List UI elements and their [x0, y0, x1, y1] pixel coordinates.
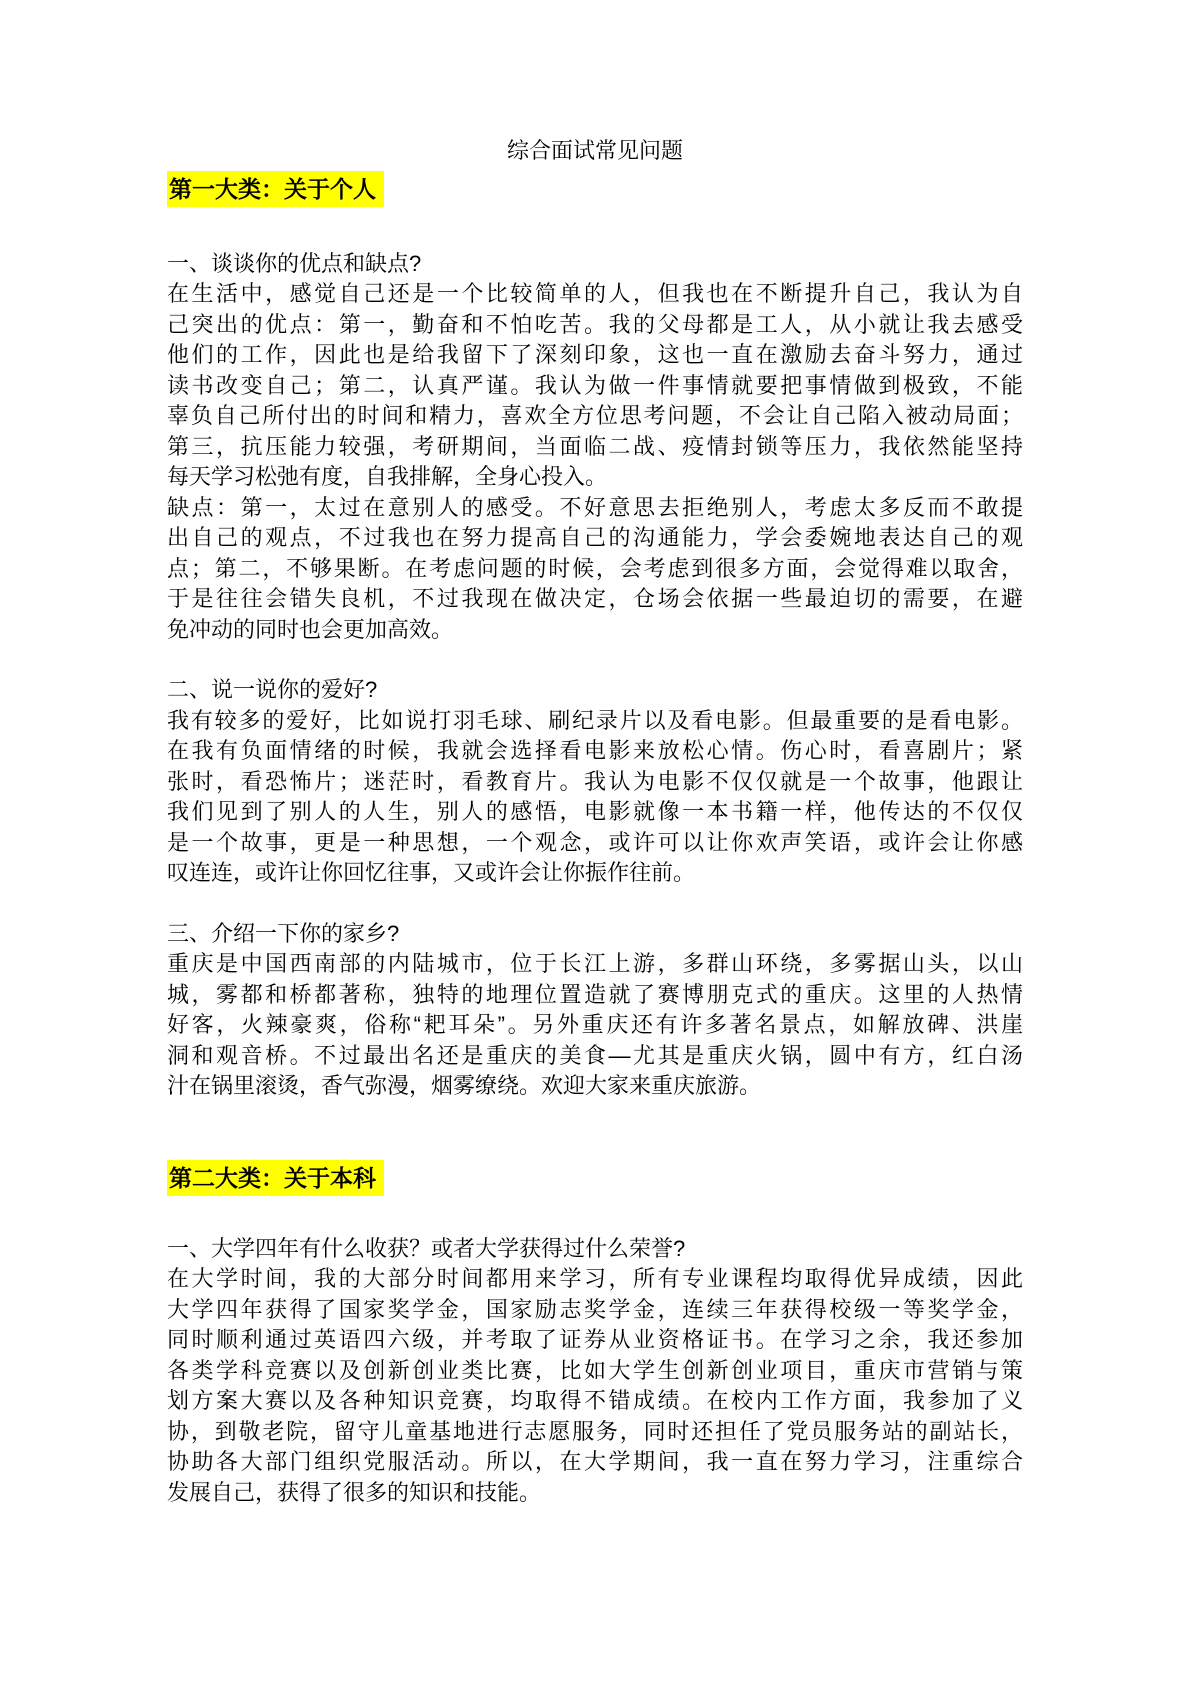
answer-line: 城，雾都和桥都著称，独特的地理位置造就了赛博朋克式的重庆。这里的人热情 [167, 981, 1023, 1007]
answer-line: 叹连连，或许让你回忆往事，又或许会让你振作往前。 [167, 860, 696, 885]
answer-line: 缺点：第一，太过在意别人的感受。不好意思去拒绝别人，考虑太多反而不敢提 [167, 494, 1023, 520]
section-1-heading-highlight: 第一大类：关于个人 [167, 171, 384, 207]
question-block-3 [167, 919, 1023, 1102]
answer-line: 第三，抗压能力较强，考研期间，当面临二战、疫情封锁等压力，我依然能坚持 [167, 433, 1023, 459]
answer-line: 他们的工作，因此也是给我留下了深刻印象，这也一直在激励去奋斗努力，通过 [167, 342, 1023, 367]
answer-line: 每天学习松弛有度，自我排解，全身心投入。 [167, 464, 608, 489]
answer-line: 洞和观音桥。不过最出名还是重庆的美食—尤其是重庆火锅，圆中有方，红白汤 [167, 1042, 1023, 1068]
answer-line: 是一个故事，更是一种思想，一个观念，或许可以让你欢声笑语，或许会让你感 [167, 829, 1023, 855]
question-block-2 [167, 675, 1023, 889]
section-2-heading-highlight: 第二大类：关于本科 [167, 1160, 384, 1196]
answer-line: 于是往往会错失良机，不过我现在做决定，仓场会依据一些最迫切的需要，在避 [167, 586, 1023, 611]
answer-line: 在大学时间，我的大部分时间都用来学习，所有专业课程均取得优异成绩，因此 [167, 1266, 1023, 1291]
document-title: 综合面试常见问题 [506, 138, 683, 163]
answer-line: 己突出的优点：第一，勤奋和不怕吃苦。我的父母都是工人，从小就让我去感受 [167, 311, 1023, 337]
answer-line: 免冲动的同时也会更加高效。 [167, 616, 454, 642]
answer-line: 出自己的观点，不过我也在努力提高自己的沟通能力，学会委婉地表达自己的观 [167, 525, 1023, 550]
answer-line: 划方案大赛以及各种知识竞赛，均取得不错成绩。在校内工作方面，我参加了义 [167, 1388, 1023, 1413]
question-4-heading: 一、大学四年有什么收获？或者大学获得过什么荣誉? [167, 1235, 686, 1261]
answer-line: 好客，火辣豪爽，俗称“耙耳朵”。另外重庆还有许多著名景点，如解放碑、洪崖 [167, 1012, 1023, 1037]
section-2-heading-row [167, 1160, 1023, 1196]
question-1-heading: 一、谈谈你的优点和缺点? [167, 250, 422, 276]
answer-line: 重庆是中国西南部的内陆城市，位于长江上游，多群山环绕，多雾据山头，以山 [167, 951, 1023, 976]
answer-line: 协，到敬老院，留守儿童基地进行志愿服务，同时还担任了党员服务站的副站长， [167, 1418, 1023, 1444]
document-content [167, 136, 1023, 1508]
answer-line: 大学四年获得了国家奖学金，国家励志奖学金，连续三年获得校级一等奖学金， [167, 1296, 1023, 1322]
answer-line: 辜负自己所付出的时间和精力，喜欢全方位思考问题，不会让自己陷入被动局面； [167, 403, 1023, 428]
answer-line: 我有较多的爱好，比如说打羽毛球、刷纪录片以及看电影。但最重要的是看电影。 [167, 707, 1023, 733]
answer-line: 协助各大部门组织党服活动。所以，在大学期间，我一直在努力学习，注重综合 [167, 1449, 1023, 1474]
question-2-heading: 二、说一说你的爱好? [167, 677, 378, 702]
answer-line: 点；第二，不够果断。在考虑问题的时候，会考虑到很多方面，会觉得难以取舍， [167, 555, 1023, 581]
answer-line: 读书改变自己；第二，认真严谨。我认为做一件事情就要把事情做到极致，不能 [167, 372, 1023, 398]
question-block-4 [167, 1234, 1023, 1509]
answer-line: 张时，看恐怖片；迷茫时，看教育片。我认为电影不仅仅就是一个故事，他跟让 [167, 768, 1023, 794]
section-1-heading-row [167, 171, 1023, 207]
answer-line: 在我有负面情绪的时候，我就会选择看电影来放松心情。伤心时，看喜剧片；紧 [167, 738, 1023, 763]
question-block-1 [167, 249, 1023, 646]
answer-line: 在生活中，感觉自己还是一个比较简单的人，但我也在不断提升自己，我认为自 [167, 281, 1023, 306]
answer-line: 同时顺利通过英语四六级，并考取了证券从业资格证书。在学习之余，我还参加 [167, 1327, 1023, 1352]
answer-line: 发展自己，获得了很多的知识和技能。 [167, 1479, 542, 1505]
answer-line: 我们见到了别人的人生，别人的感悟，电影就像一本书籍一样，他传达的不仅仅 [167, 799, 1023, 824]
question-3-heading: 三、介绍一下你的家乡? [167, 920, 400, 946]
answer-line: 各类学科竞赛以及创新创业类比赛，比如大学生创新创业项目，重庆市营销与策 [167, 1357, 1023, 1383]
answer-line: 汁在锅里滚烫，香气弥漫，烟雾缭绕。欢迎大家来重庆旅游。 [167, 1073, 762, 1098]
